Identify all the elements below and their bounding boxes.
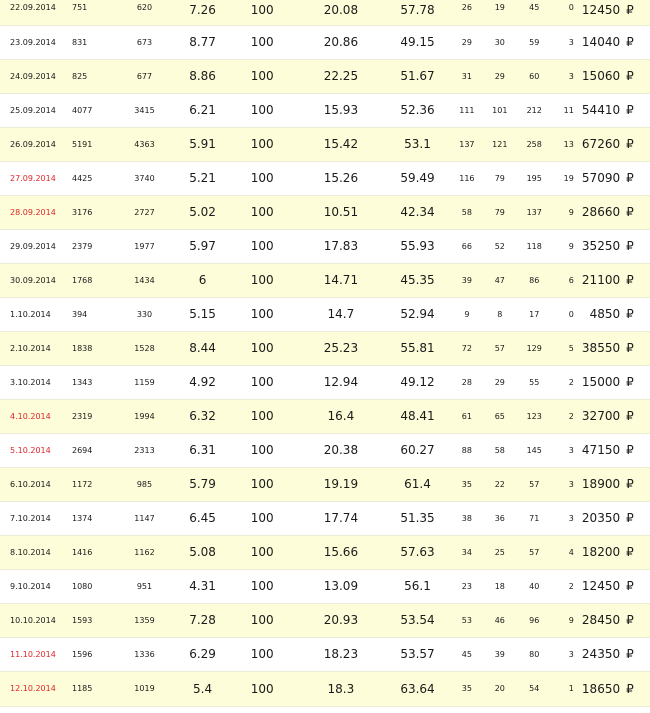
- count3-cell: 96: [511, 603, 557, 637]
- date-cell: 24.09.2014: [0, 59, 72, 93]
- amount-cell: 47150: [574, 433, 620, 467]
- visits-cell: 751: [72, 0, 116, 25]
- metric1-cell: 17.74: [292, 501, 390, 535]
- count3-cell: 129: [511, 331, 557, 365]
- count3-cell: 60: [511, 59, 557, 93]
- visitors-cell: 1162: [116, 535, 173, 569]
- metric2-cell: 51.67: [390, 59, 446, 93]
- percent-cell: 100: [232, 93, 292, 127]
- date-cell: 1.10.2014: [0, 297, 72, 331]
- count3-cell: 212: [511, 93, 557, 127]
- table-row: [0, 297, 650, 331]
- ratio-cell: 5.02: [173, 195, 233, 229]
- date-cell: 29.09.2014: [0, 229, 72, 263]
- metric2-cell: 42.34: [390, 195, 446, 229]
- table-row: [0, 263, 650, 297]
- count4-cell: 9: [557, 603, 573, 637]
- metric2-cell: 55.93: [390, 229, 446, 263]
- visitors-cell: 1336: [116, 637, 173, 671]
- count3-cell: 57: [511, 535, 557, 569]
- count4-cell: 2: [557, 399, 573, 433]
- ruble-currency-icon: ₽: [620, 297, 650, 331]
- metric1-cell: 10.51: [292, 195, 390, 229]
- count1-cell: 88: [445, 433, 488, 467]
- count1-cell: 35: [445, 671, 488, 706]
- ruble-currency-icon: ₽: [620, 195, 650, 229]
- metric2-cell: 53.1: [390, 127, 446, 161]
- amount-cell: 24350: [574, 637, 620, 671]
- count2-cell: 20: [488, 671, 511, 706]
- percent-cell: 100: [232, 399, 292, 433]
- amount-cell: 14040: [574, 25, 620, 59]
- date-cell: 4.10.2014: [0, 399, 72, 433]
- table-row: [0, 399, 650, 433]
- table-row: [0, 637, 650, 671]
- ratio-cell: 4.31: [173, 569, 233, 603]
- visitors-cell: 2727: [116, 195, 173, 229]
- date-cell: 9.10.2014: [0, 569, 72, 603]
- count1-cell: 116: [445, 161, 488, 195]
- count1-cell: 66: [445, 229, 488, 263]
- table-row: [0, 59, 650, 93]
- metric2-cell: 49.12: [390, 365, 446, 399]
- table-row: [0, 365, 650, 399]
- count1-cell: 111: [445, 93, 488, 127]
- ratio-cell: 5.4: [173, 671, 233, 706]
- table-row: [0, 93, 650, 127]
- visits-cell: 5191: [72, 127, 116, 161]
- count3-cell: 55: [511, 365, 557, 399]
- count4-cell: 0: [557, 297, 573, 331]
- metric1-cell: 14.71: [292, 263, 390, 297]
- count4-cell: 2: [557, 569, 573, 603]
- metric2-cell: 53.57: [390, 637, 446, 671]
- count3-cell: 86: [511, 263, 557, 297]
- amount-cell: 21100: [574, 263, 620, 297]
- ratio-cell: 6.29: [173, 637, 233, 671]
- count2-cell: 121: [488, 127, 511, 161]
- count2-cell: 52: [488, 229, 511, 263]
- percent-cell: 100: [232, 467, 292, 501]
- count4-cell: 6: [557, 263, 573, 297]
- metric1-cell: 13.09: [292, 569, 390, 603]
- count1-cell: 45: [445, 637, 488, 671]
- count2-cell: 79: [488, 161, 511, 195]
- count1-cell: 38: [445, 501, 488, 535]
- ratio-cell: 7.26: [173, 0, 233, 25]
- table-row: [0, 195, 650, 229]
- table-row: [0, 569, 650, 603]
- visits-cell: 2379: [72, 229, 116, 263]
- ruble-currency-icon: ₽: [620, 535, 650, 569]
- count4-cell: 3: [557, 637, 573, 671]
- visitors-cell: 4363: [116, 127, 173, 161]
- count4-cell: 5: [557, 331, 573, 365]
- count2-cell: 29: [488, 365, 511, 399]
- visits-cell: 1080: [72, 569, 116, 603]
- percent-cell: 100: [232, 671, 292, 706]
- count2-cell: 8: [488, 297, 511, 331]
- visits-cell: 1838: [72, 331, 116, 365]
- percent-cell: 100: [232, 535, 292, 569]
- table-row: [0, 433, 650, 467]
- visits-cell: 4077: [72, 93, 116, 127]
- metric1-cell: 20.86: [292, 25, 390, 59]
- ratio-cell: 8.86: [173, 59, 233, 93]
- ruble-currency-icon: ₽: [620, 229, 650, 263]
- visitors-cell: 330: [116, 297, 173, 331]
- visits-cell: 1343: [72, 365, 116, 399]
- count4-cell: 3: [557, 59, 573, 93]
- ratio-cell: 4.92: [173, 365, 233, 399]
- visits-cell: 2694: [72, 433, 116, 467]
- percent-cell: 100: [232, 569, 292, 603]
- ratio-cell: 6.45: [173, 501, 233, 535]
- metric1-cell: 22.25: [292, 59, 390, 93]
- visitors-cell: 673: [116, 25, 173, 59]
- count4-cell: 3: [557, 467, 573, 501]
- amount-cell: 12450: [574, 569, 620, 603]
- count2-cell: 101: [488, 93, 511, 127]
- metric1-cell: 15.42: [292, 127, 390, 161]
- visitors-cell: 951: [116, 569, 173, 603]
- count1-cell: 53: [445, 603, 488, 637]
- date-cell: 23.09.2014: [0, 25, 72, 59]
- metric2-cell: 53.54: [390, 603, 446, 637]
- count1-cell: 72: [445, 331, 488, 365]
- table-row: [0, 0, 650, 25]
- visitors-cell: 1019: [116, 671, 173, 706]
- ruble-currency-icon: ₽: [620, 501, 650, 535]
- metric1-cell: 19.19: [292, 467, 390, 501]
- ratio-cell: 5.97: [173, 229, 233, 263]
- ruble-currency-icon: ₽: [620, 569, 650, 603]
- count3-cell: 59: [511, 25, 557, 59]
- ruble-currency-icon: ₽: [620, 671, 650, 706]
- ruble-currency-icon: ₽: [620, 161, 650, 195]
- metric2-cell: 52.36: [390, 93, 446, 127]
- percent-cell: 100: [232, 603, 292, 637]
- ruble-currency-icon: ₽: [620, 399, 650, 433]
- count1-cell: 61: [445, 399, 488, 433]
- metric1-cell: 18.3: [292, 671, 390, 706]
- visitors-cell: 1359: [116, 603, 173, 637]
- visits-cell: 394: [72, 297, 116, 331]
- visitors-cell: 1159: [116, 365, 173, 399]
- amount-cell: 20350: [574, 501, 620, 535]
- count4-cell: 19: [557, 161, 573, 195]
- visitors-cell: 1977: [116, 229, 173, 263]
- date-cell: 11.10.2014: [0, 637, 72, 671]
- metric2-cell: 61.4: [390, 467, 446, 501]
- count1-cell: 58: [445, 195, 488, 229]
- metric2-cell: 63.64: [390, 671, 446, 706]
- amount-cell: 28450: [574, 603, 620, 637]
- count4-cell: 1: [557, 671, 573, 706]
- ratio-cell: 8.44: [173, 331, 233, 365]
- visitors-cell: 2313: [116, 433, 173, 467]
- visitors-cell: 1528: [116, 331, 173, 365]
- metric1-cell: 25.23: [292, 331, 390, 365]
- ruble-currency-icon: ₽: [620, 467, 650, 501]
- ruble-currency-icon: ₽: [620, 0, 650, 25]
- count3-cell: 137: [511, 195, 557, 229]
- count4-cell: 3: [557, 25, 573, 59]
- count1-cell: 9: [445, 297, 488, 331]
- count2-cell: 46: [488, 603, 511, 637]
- count3-cell: 71: [511, 501, 557, 535]
- count1-cell: 26: [445, 0, 488, 25]
- visitors-cell: 3415: [116, 93, 173, 127]
- visits-cell: 1768: [72, 263, 116, 297]
- metric2-cell: 60.27: [390, 433, 446, 467]
- count4-cell: 9: [557, 229, 573, 263]
- visitors-cell: 677: [116, 59, 173, 93]
- visitors-cell: 1434: [116, 263, 173, 297]
- count3-cell: 54: [511, 671, 557, 706]
- percent-cell: 100: [232, 161, 292, 195]
- count1-cell: 39: [445, 263, 488, 297]
- count4-cell: 13: [557, 127, 573, 161]
- percent-cell: 100: [232, 365, 292, 399]
- count3-cell: 17: [511, 297, 557, 331]
- count3-cell: 45: [511, 0, 557, 25]
- date-cell: 7.10.2014: [0, 501, 72, 535]
- amount-cell: 15000: [574, 365, 620, 399]
- ruble-currency-icon: ₽: [620, 25, 650, 59]
- visits-cell: 825: [72, 59, 116, 93]
- ratio-cell: 6.31: [173, 433, 233, 467]
- ratio-cell: 8.77: [173, 25, 233, 59]
- table-row: [0, 127, 650, 161]
- table-row: [0, 603, 650, 637]
- visits-cell: 831: [72, 25, 116, 59]
- metric1-cell: 20.38: [292, 433, 390, 467]
- amount-cell: 67260: [574, 127, 620, 161]
- percent-cell: 100: [232, 297, 292, 331]
- amount-cell: 18200: [574, 535, 620, 569]
- ratio-cell: 5.21: [173, 161, 233, 195]
- percent-cell: 100: [232, 229, 292, 263]
- metric2-cell: 59.49: [390, 161, 446, 195]
- table-row: [0, 229, 650, 263]
- metric2-cell: 49.15: [390, 25, 446, 59]
- amount-cell: 54410: [574, 93, 620, 127]
- date-cell: 2.10.2014: [0, 331, 72, 365]
- percent-cell: 100: [232, 0, 292, 25]
- metric2-cell: 55.81: [390, 331, 446, 365]
- ratio-cell: 5.08: [173, 535, 233, 569]
- count2-cell: 39: [488, 637, 511, 671]
- table-row: [0, 535, 650, 569]
- ruble-currency-icon: ₽: [620, 603, 650, 637]
- ruble-currency-icon: ₽: [620, 127, 650, 161]
- count3-cell: 57: [511, 467, 557, 501]
- date-cell: 25.09.2014: [0, 93, 72, 127]
- count1-cell: 137: [445, 127, 488, 161]
- metric1-cell: 15.26: [292, 161, 390, 195]
- count2-cell: 18: [488, 569, 511, 603]
- amount-cell: 12450: [574, 0, 620, 25]
- percent-cell: 100: [232, 433, 292, 467]
- table-row: [0, 671, 650, 706]
- metric2-cell: 51.35: [390, 501, 446, 535]
- count3-cell: 123: [511, 399, 557, 433]
- count1-cell: 23: [445, 569, 488, 603]
- date-cell: 26.09.2014: [0, 127, 72, 161]
- metric1-cell: 16.4: [292, 399, 390, 433]
- amount-cell: 32700: [574, 399, 620, 433]
- amount-cell: 4850: [574, 297, 620, 331]
- count2-cell: 19: [488, 0, 511, 25]
- count4-cell: 2: [557, 365, 573, 399]
- date-cell: 27.09.2014: [0, 161, 72, 195]
- amount-cell: 35250: [574, 229, 620, 263]
- count3-cell: 118: [511, 229, 557, 263]
- visitors-cell: 620: [116, 0, 173, 25]
- ruble-currency-icon: ₽: [620, 93, 650, 127]
- metric1-cell: 20.08: [292, 0, 390, 25]
- count1-cell: 29: [445, 25, 488, 59]
- ratio-cell: 5.91: [173, 127, 233, 161]
- count4-cell: 11: [557, 93, 573, 127]
- visits-cell: 2319: [72, 399, 116, 433]
- visits-cell: 1596: [72, 637, 116, 671]
- ruble-currency-icon: ₽: [620, 59, 650, 93]
- count4-cell: 0: [557, 0, 573, 25]
- count1-cell: 31: [445, 59, 488, 93]
- ruble-currency-icon: ₽: [620, 433, 650, 467]
- count4-cell: 3: [557, 501, 573, 535]
- ruble-currency-icon: ₽: [620, 263, 650, 297]
- metric2-cell: 48.41: [390, 399, 446, 433]
- date-cell: 8.10.2014: [0, 535, 72, 569]
- visitors-cell: 1994: [116, 399, 173, 433]
- metric2-cell: 45.35: [390, 263, 446, 297]
- date-cell: 30.09.2014: [0, 263, 72, 297]
- count4-cell: 4: [557, 535, 573, 569]
- metric1-cell: 17.83: [292, 229, 390, 263]
- percent-cell: 100: [232, 637, 292, 671]
- percent-cell: 100: [232, 59, 292, 93]
- table-row: [0, 161, 650, 195]
- count2-cell: 25: [488, 535, 511, 569]
- count2-cell: 79: [488, 195, 511, 229]
- count2-cell: 58: [488, 433, 511, 467]
- amount-cell: 18900: [574, 467, 620, 501]
- date-cell: 5.10.2014: [0, 433, 72, 467]
- count2-cell: 36: [488, 501, 511, 535]
- count4-cell: 9: [557, 195, 573, 229]
- visits-cell: 1185: [72, 671, 116, 706]
- visits-cell: 1593: [72, 603, 116, 637]
- metric1-cell: 14.7: [292, 297, 390, 331]
- metric1-cell: 15.93: [292, 93, 390, 127]
- visitors-cell: 985: [116, 467, 173, 501]
- metric1-cell: 18.23: [292, 637, 390, 671]
- metric1-cell: 20.93: [292, 603, 390, 637]
- metric2-cell: 57.63: [390, 535, 446, 569]
- count2-cell: 22: [488, 467, 511, 501]
- count1-cell: 34: [445, 535, 488, 569]
- count2-cell: 47: [488, 263, 511, 297]
- visitors-cell: 3740: [116, 161, 173, 195]
- count2-cell: 30: [488, 25, 511, 59]
- percent-cell: 100: [232, 331, 292, 365]
- count4-cell: 3: [557, 433, 573, 467]
- ratio-cell: 7.28: [173, 603, 233, 637]
- count3-cell: 258: [511, 127, 557, 161]
- amount-cell: 38550: [574, 331, 620, 365]
- ruble-currency-icon: ₽: [620, 637, 650, 671]
- count2-cell: 29: [488, 59, 511, 93]
- metric2-cell: 56.1: [390, 569, 446, 603]
- visits-cell: 4425: [72, 161, 116, 195]
- visits-cell: 3176: [72, 195, 116, 229]
- visitors-cell: 1147: [116, 501, 173, 535]
- ratio-cell: 6: [173, 263, 233, 297]
- table-row: [0, 25, 650, 59]
- date-cell: 6.10.2014: [0, 467, 72, 501]
- table-row: [0, 331, 650, 365]
- visits-cell: 1374: [72, 501, 116, 535]
- count2-cell: 65: [488, 399, 511, 433]
- amount-cell: 18650: [574, 671, 620, 706]
- ratio-cell: 6.32: [173, 399, 233, 433]
- ratio-cell: 5.79: [173, 467, 233, 501]
- count3-cell: 80: [511, 637, 557, 671]
- table-row: [0, 501, 650, 535]
- ruble-currency-icon: ₽: [620, 331, 650, 365]
- count1-cell: 28: [445, 365, 488, 399]
- count3-cell: 40: [511, 569, 557, 603]
- count3-cell: 145: [511, 433, 557, 467]
- ruble-currency-icon: ₽: [620, 365, 650, 399]
- ratio-cell: 6.21: [173, 93, 233, 127]
- table-row: [0, 467, 650, 501]
- metric1-cell: 15.66: [292, 535, 390, 569]
- percent-cell: 100: [232, 25, 292, 59]
- count3-cell: 195: [511, 161, 557, 195]
- count2-cell: 57: [488, 331, 511, 365]
- metric2-cell: 52.94: [390, 297, 446, 331]
- count1-cell: 35: [445, 467, 488, 501]
- date-cell: 3.10.2014: [0, 365, 72, 399]
- date-cell: 10.10.2014: [0, 603, 72, 637]
- metric1-cell: 12.94: [292, 365, 390, 399]
- amount-cell: 57090: [574, 161, 620, 195]
- date-cell: 28.09.2014: [0, 195, 72, 229]
- date-cell: 22.09.2014: [0, 0, 72, 25]
- visits-cell: 1172: [72, 467, 116, 501]
- percent-cell: 100: [232, 263, 292, 297]
- metric2-cell: 57.78: [390, 0, 446, 25]
- amount-cell: 15060: [574, 59, 620, 93]
- percent-cell: 100: [232, 127, 292, 161]
- date-cell: 12.10.2014: [0, 671, 72, 706]
- visits-cell: 1416: [72, 535, 116, 569]
- ratio-cell: 5.15: [173, 297, 233, 331]
- amount-cell: 28660: [574, 195, 620, 229]
- percent-cell: 100: [232, 195, 292, 229]
- percent-cell: 100: [232, 501, 292, 535]
